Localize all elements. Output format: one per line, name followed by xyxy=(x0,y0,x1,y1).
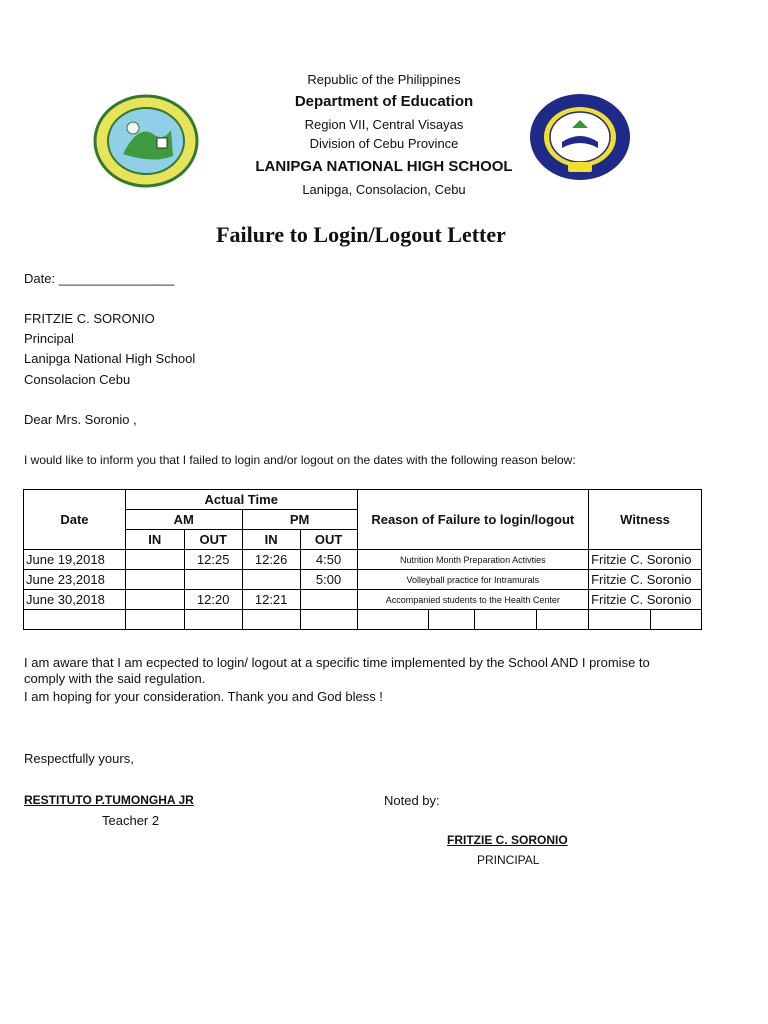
row-date: June 30,2018 xyxy=(24,590,126,610)
header-address: Lanipga, Consolacion, Cebu xyxy=(302,182,466,197)
header-am: AM xyxy=(125,510,242,530)
row-date: June 19,2018 xyxy=(24,550,126,570)
row-date: June 23,2018 xyxy=(24,570,126,590)
recipient-school: Lanipga National High School xyxy=(24,351,196,366)
header-department: Department of Education xyxy=(294,93,474,110)
row-am-out: 12:25 xyxy=(184,550,242,570)
header-date: Date xyxy=(24,490,126,550)
header-pm-out: OUT xyxy=(300,530,357,550)
sender-name: RESTITUTO P.TUMONGHA JR xyxy=(24,793,194,807)
header-pm-in: IN xyxy=(242,530,300,550)
row-am-in xyxy=(125,570,184,590)
row-am-in xyxy=(125,550,184,570)
table-row xyxy=(24,590,702,610)
recipient-name: FRITZIE C. SORONIO xyxy=(24,311,155,326)
row-pm-in: 12:21 xyxy=(242,590,300,610)
header-division: Division of Cebu Province xyxy=(309,136,459,151)
sender-position: Teacher 2 xyxy=(102,813,160,828)
table-row-empty xyxy=(24,610,702,630)
row-am-out xyxy=(184,570,242,590)
intro-text: I would like to inform you that I failed to login and/or logout on the dates with the following reason below: xyxy=(24,453,576,467)
body-line-1: I am aware that I am ecpected to login/ logout at a specific time implemented by the School AND I promise to xyxy=(24,655,650,670)
recipient-address: Consolacion Cebu xyxy=(24,372,131,387)
header-region: Region VII, Central Visayas xyxy=(304,117,464,132)
table-row xyxy=(24,570,702,590)
header-am-out: OUT xyxy=(184,530,242,550)
header-am-in: IN xyxy=(125,530,184,550)
row-pm-out xyxy=(300,590,357,610)
row-reason: Nutrition Month Preparation Activties xyxy=(357,550,589,570)
row-pm-in xyxy=(242,570,300,590)
table-row xyxy=(24,550,702,570)
date-line: Date: ________________ xyxy=(24,271,175,286)
noted-by-label: Noted by: xyxy=(384,793,440,808)
noted-name: FRITZIE C. SORONIO xyxy=(447,833,568,847)
row-am-out: 12:20 xyxy=(184,590,242,610)
row-pm-out: 4:50 xyxy=(300,550,357,570)
row-reason: Accompanied students to the Health Center xyxy=(357,590,589,610)
header-reason: Reason of Failure to login/logout xyxy=(357,490,589,550)
attendance-table xyxy=(23,489,702,630)
row-witness: Fritzie C. Soronio xyxy=(589,590,702,610)
header-school: LANIPGA NATIONAL HIGH SCHOOL xyxy=(255,158,513,175)
letter-title: Failure to Login/Logout Letter xyxy=(216,222,506,247)
noted-position: PRINCIPAL xyxy=(477,853,540,867)
salutation: Dear Mrs. Soronio , xyxy=(24,412,137,427)
body-line-2: comply with the said regulation. xyxy=(24,671,206,686)
header-pm: PM xyxy=(242,510,357,530)
row-reason: Volleyball practice for Intramurals xyxy=(357,570,589,590)
header-witness: Witness xyxy=(589,490,702,550)
recipient-position: Principal xyxy=(24,331,74,346)
row-witness: Fritzie C. Soronio xyxy=(589,570,702,590)
row-pm-in: 12:26 xyxy=(242,550,300,570)
closing: Respectfully yours, xyxy=(24,751,134,766)
body-line-3: I am hoping for your consideration. Thank you and God bless ! xyxy=(24,689,383,704)
row-witness: Fritzie C. Soronio xyxy=(589,550,702,570)
row-pm-out: 5:00 xyxy=(300,570,357,590)
row-am-in xyxy=(125,590,184,610)
header-actual-time: Actual Time xyxy=(125,490,357,510)
header-republic: Republic of the Philippines xyxy=(307,72,461,87)
